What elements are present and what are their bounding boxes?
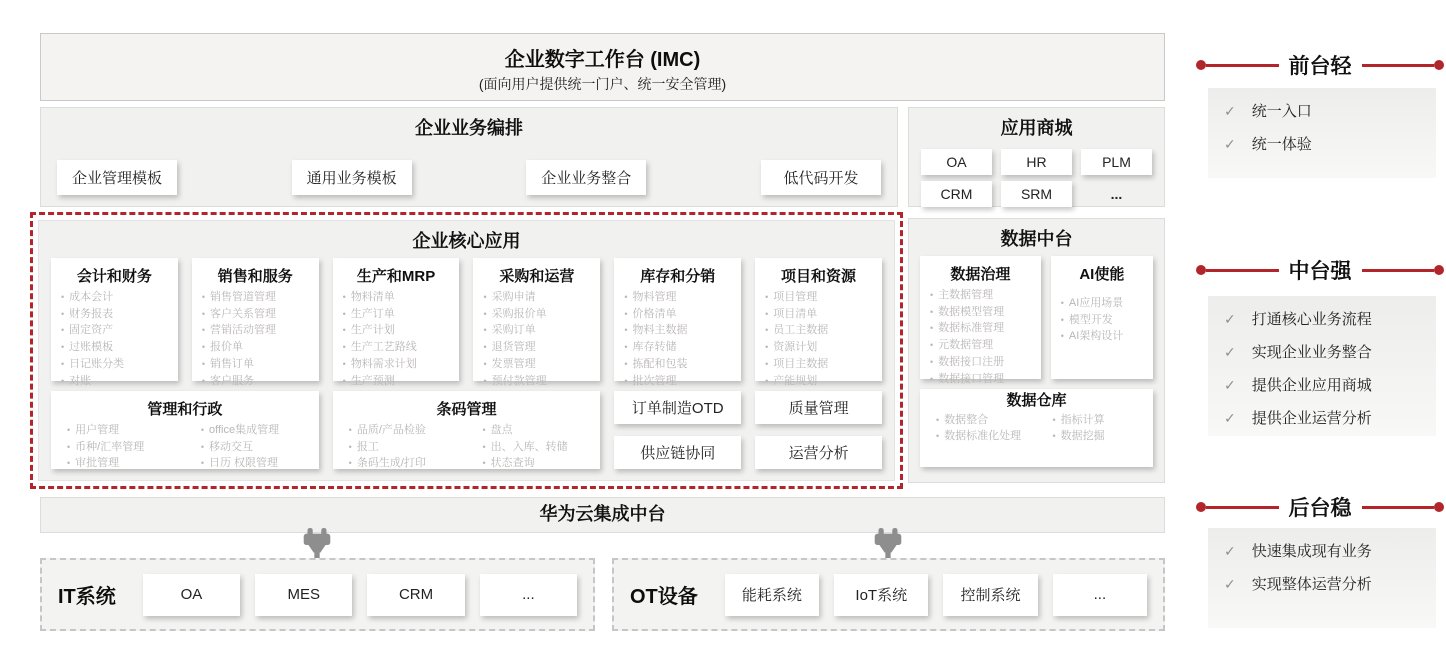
card-item: • 数据整合 — [936, 413, 1033, 429]
card-item: • 采购订单 — [483, 322, 596, 339]
integration-bar: 华为云集成中台 — [40, 497, 1165, 533]
card-item: • office集成管理 — [201, 422, 315, 439]
card-item: • 数据接口管理 — [930, 371, 1037, 388]
workbench-title: 企业数字工作台 (IMC) — [504, 49, 701, 71]
card-item: • 币种/汇率管理 — [67, 439, 181, 456]
card-item: • 生产工艺路线 — [343, 339, 456, 356]
data-platform-title: 数据中台 — [1000, 229, 1073, 249]
sidebar-title: 前台轻 — [1288, 55, 1352, 78]
card-list — [51, 422, 185, 476]
sidebar-title: 中台强 — [1288, 260, 1352, 283]
checklist-text: 统一入口 — [1251, 103, 1312, 120]
dot-icon — [1196, 502, 1206, 512]
core-apps-highlight — [30, 212, 903, 489]
card-item: • 物料主数据 — [624, 322, 737, 339]
card-item: • 数据模型管理 — [930, 304, 1037, 321]
card-list — [467, 422, 601, 476]
module-box: HR — [1001, 149, 1072, 175]
card-item: • 生产订单 — [343, 306, 456, 323]
card-item: • 客户服务 — [202, 373, 315, 390]
module-box: ... — [480, 574, 577, 616]
card-list — [755, 289, 882, 393]
data-platform-row — [920, 256, 1153, 385]
checklist-item — [1224, 374, 1436, 407]
card-item: • 项目主数据 — [765, 356, 878, 373]
checklist-text: 提供企业应用商城 — [1251, 377, 1372, 394]
module-box: 企业业务整合 — [526, 160, 646, 195]
core-apps-panel — [38, 220, 895, 481]
module-box: PLM — [1081, 149, 1152, 175]
card-item: • 条码生成/打印 — [349, 455, 463, 472]
checklist-item — [1224, 100, 1436, 133]
app-store-panel — [908, 107, 1165, 207]
dot-icon — [1196, 265, 1206, 275]
module-box: 运营分析 — [755, 436, 882, 469]
sidebar-header-back — [1196, 492, 1444, 522]
card-title: 条码管理 — [436, 401, 497, 418]
header-line — [1362, 506, 1435, 509]
check-icon: ✓ — [1224, 136, 1236, 152]
dot-icon — [1434, 60, 1444, 70]
data-platform-panel — [908, 218, 1165, 483]
checklist-item — [1224, 341, 1436, 374]
core-card-production — [333, 258, 460, 387]
module-box: 通用业务模板 — [292, 160, 412, 195]
ai-enablement-card — [1051, 256, 1153, 379]
barcode-card — [333, 391, 601, 469]
card-item: • 物料清单 — [343, 289, 456, 306]
core-card-inventory — [614, 258, 741, 387]
check-icon: ✓ — [1224, 543, 1236, 559]
card-item: • 移动交互 — [201, 439, 315, 456]
module-box: 控制系统 — [943, 574, 1037, 616]
card-item: • 元数据管理 — [930, 337, 1037, 354]
module-box: 企业管理模板 — [57, 160, 177, 195]
module-box: 质量管理 — [755, 391, 882, 424]
card-item: • 数据标准管理 — [930, 320, 1037, 337]
card-title: 项目和资源 — [781, 268, 857, 285]
card-item: • AI架构设计 — [1061, 328, 1149, 345]
card-list — [185, 422, 319, 476]
card-title: 会计和财务 — [76, 268, 152, 285]
card-item: • 生产计划 — [343, 322, 456, 339]
card-list — [51, 289, 178, 393]
checklist-text: 统一体验 — [1251, 136, 1312, 153]
module-box: OA — [143, 574, 240, 616]
core-apps-title: 企业核心应用 — [412, 231, 521, 251]
checklist-item — [1224, 540, 1436, 573]
card-list — [333, 289, 460, 393]
card-title: AI使能 — [1079, 266, 1125, 283]
core-card-procurement — [473, 258, 600, 387]
module-box: SRM — [1001, 181, 1072, 207]
card-item: • 品质/产品检验 — [349, 422, 463, 439]
module-box: OA — [921, 149, 992, 175]
card-item: • 模型开发 — [1061, 312, 1149, 329]
digital-workbench-bar — [40, 33, 1165, 101]
card-item: • 日历 权限管理 — [201, 455, 315, 472]
card-item: • 日记账分类 — [61, 356, 174, 373]
check-icon: ✓ — [1224, 377, 1236, 393]
header-line — [1362, 269, 1435, 272]
warehouse-columns — [920, 413, 1153, 449]
sidebar-header-front — [1196, 50, 1444, 80]
module-box: ... — [1053, 574, 1147, 616]
sidebar-box-front — [1208, 88, 1436, 178]
card-item: • 财务报表 — [61, 306, 174, 323]
card-item: • 预付款管理 — [483, 373, 596, 390]
check-icon: ✓ — [1224, 576, 1236, 592]
app-store-title: 应用商城 — [1000, 118, 1073, 138]
dot-icon — [1196, 60, 1206, 70]
core-apps-row2 — [51, 391, 882, 469]
card-item: • 采购申请 — [483, 289, 596, 306]
card-list — [192, 289, 319, 393]
module-box: CRM — [367, 574, 464, 616]
card-item: • AI应用场景 — [1061, 295, 1149, 312]
header-line — [1206, 64, 1279, 67]
orchestration-panel — [40, 107, 898, 207]
card-item: • 固定资产 — [61, 322, 174, 339]
card-item: • 项目管理 — [765, 289, 878, 306]
card-item: • 员工主数据 — [765, 322, 878, 339]
dot-icon — [1434, 502, 1444, 512]
card-item: • 报工 — [349, 439, 463, 456]
checklist-item — [1224, 573, 1436, 606]
card-item: • 发票管理 — [483, 356, 596, 373]
card-list — [920, 287, 1041, 391]
core-card-accounting — [51, 258, 178, 387]
card-item: • 营销活动管理 — [202, 322, 315, 339]
check-icon: ✓ — [1224, 410, 1236, 426]
card-item: • 产能规划 — [765, 373, 878, 390]
header-line — [1362, 64, 1435, 67]
admin-card — [51, 391, 319, 469]
sidebar-box-back — [1208, 528, 1436, 628]
card-item: • 拣配和包装 — [624, 356, 737, 373]
card-item: • 物料管理 — [624, 289, 737, 306]
card-item: • 退货管理 — [483, 339, 596, 356]
card-item: • 报价单 — [202, 339, 315, 356]
workbench-subtitle: (面向用户提供统一门户、统一安全管理) — [478, 76, 727, 92]
checklist-text: 实现企业业务整合 — [1251, 344, 1372, 361]
ot-devices-panel — [612, 558, 1165, 631]
module-box: 供应链协同 — [614, 436, 741, 469]
card-item: • 盘点 — [483, 422, 597, 439]
module-box: MES — [255, 574, 352, 616]
checklist-text: 快速集成现有业务 — [1251, 543, 1372, 560]
card-item: • 项目清单 — [765, 306, 878, 323]
card-item: • 用户管理 — [67, 422, 181, 439]
card-title: 采购和运营 — [499, 268, 575, 285]
checklist-text: 提供企业运营分析 — [1251, 410, 1372, 427]
card-item: • 库存转储 — [624, 339, 737, 356]
ellipsis-label: ... — [1110, 186, 1123, 202]
orchestration-title: 企业业务编排 — [415, 118, 523, 138]
card-item: • 出、入库、转储 — [483, 439, 597, 456]
governance-card — [920, 256, 1041, 385]
card-item: • 客户关系管理 — [202, 306, 315, 323]
check-icon: ✓ — [1224, 103, 1236, 119]
card-item: • 价格清单 — [624, 306, 737, 323]
card-item: • 主数据管理 — [930, 287, 1037, 304]
checklist-item — [1224, 407, 1436, 440]
card-item: • 批次管理 — [624, 373, 737, 390]
card-item: • 审批管理 — [67, 455, 181, 472]
sidebar-box-middle — [1208, 296, 1436, 436]
card-list — [1051, 287, 1153, 349]
it-systems-panel — [40, 558, 595, 631]
card-item: • 指标计算 — [1053, 413, 1150, 429]
core-card-sales — [192, 258, 319, 387]
module-box: CRM — [921, 181, 992, 207]
card-item: • 生产预测 — [343, 373, 456, 390]
header-line — [1206, 269, 1279, 272]
core-apps-row1 — [51, 258, 882, 387]
card-title: 销售和服务 — [217, 268, 293, 285]
check-icon: ✓ — [1224, 311, 1236, 327]
app-store-grid — [921, 149, 1152, 207]
card-list — [1037, 413, 1154, 449]
card-item: • 销售管道管理 — [202, 289, 315, 306]
card-item: • 资源计划 — [765, 339, 878, 356]
card-item: • 物料需求计划 — [343, 356, 456, 373]
ot-devices-label: OT设备 — [630, 586, 698, 608]
sidebar-header-middle — [1196, 255, 1444, 285]
header-line — [1206, 506, 1279, 509]
card-item: • 状态查询 — [483, 455, 597, 472]
card-title: 生产和MRP — [356, 268, 436, 285]
module-box: 低代码开发 — [761, 160, 881, 195]
card-list — [473, 289, 600, 393]
card-title: 数据仓库 — [1006, 392, 1067, 409]
card-item: • 采购报价单 — [483, 306, 596, 323]
card-item: • 数据标准化处理 — [936, 429, 1033, 445]
card-title: 数据治理 — [950, 266, 1011, 283]
card-item: • 数据挖掘 — [1053, 429, 1150, 445]
module-box: IoT系统 — [834, 574, 928, 616]
card-list — [614, 289, 741, 393]
check-icon: ✓ — [1224, 344, 1236, 360]
barcode-columns — [333, 422, 601, 476]
module-box: 能耗系统 — [725, 574, 819, 616]
card-list — [920, 413, 1037, 449]
it-systems-label: IT系统 — [58, 586, 116, 608]
module-box: 订单制造OTD — [614, 391, 741, 424]
sidebar-title: 后台稳 — [1288, 497, 1352, 520]
card-item: • 销售订单 — [202, 356, 315, 373]
dot-icon — [1434, 265, 1444, 275]
checklist-text: 实现整体运营分析 — [1251, 576, 1372, 593]
checklist-item — [1224, 133, 1436, 166]
warehouse-card — [920, 389, 1153, 467]
checklist-text: 打通核心业务流程 — [1251, 311, 1372, 328]
card-title: 库存和分销 — [640, 268, 716, 285]
card-item: • 成本会计 — [61, 289, 174, 306]
checklist-item — [1224, 308, 1436, 341]
card-title: 管理和行政 — [147, 401, 223, 418]
card-item: • 数据接口注册 — [930, 354, 1037, 371]
card-item: • 过账模板 — [61, 339, 174, 356]
card-list — [333, 422, 467, 476]
admin-columns — [51, 422, 319, 476]
orchestration-row — [41, 160, 897, 195]
card-item: • 对账 — [61, 373, 174, 390]
core-apps-boxgrid — [614, 391, 882, 469]
core-card-project — [755, 258, 882, 387]
